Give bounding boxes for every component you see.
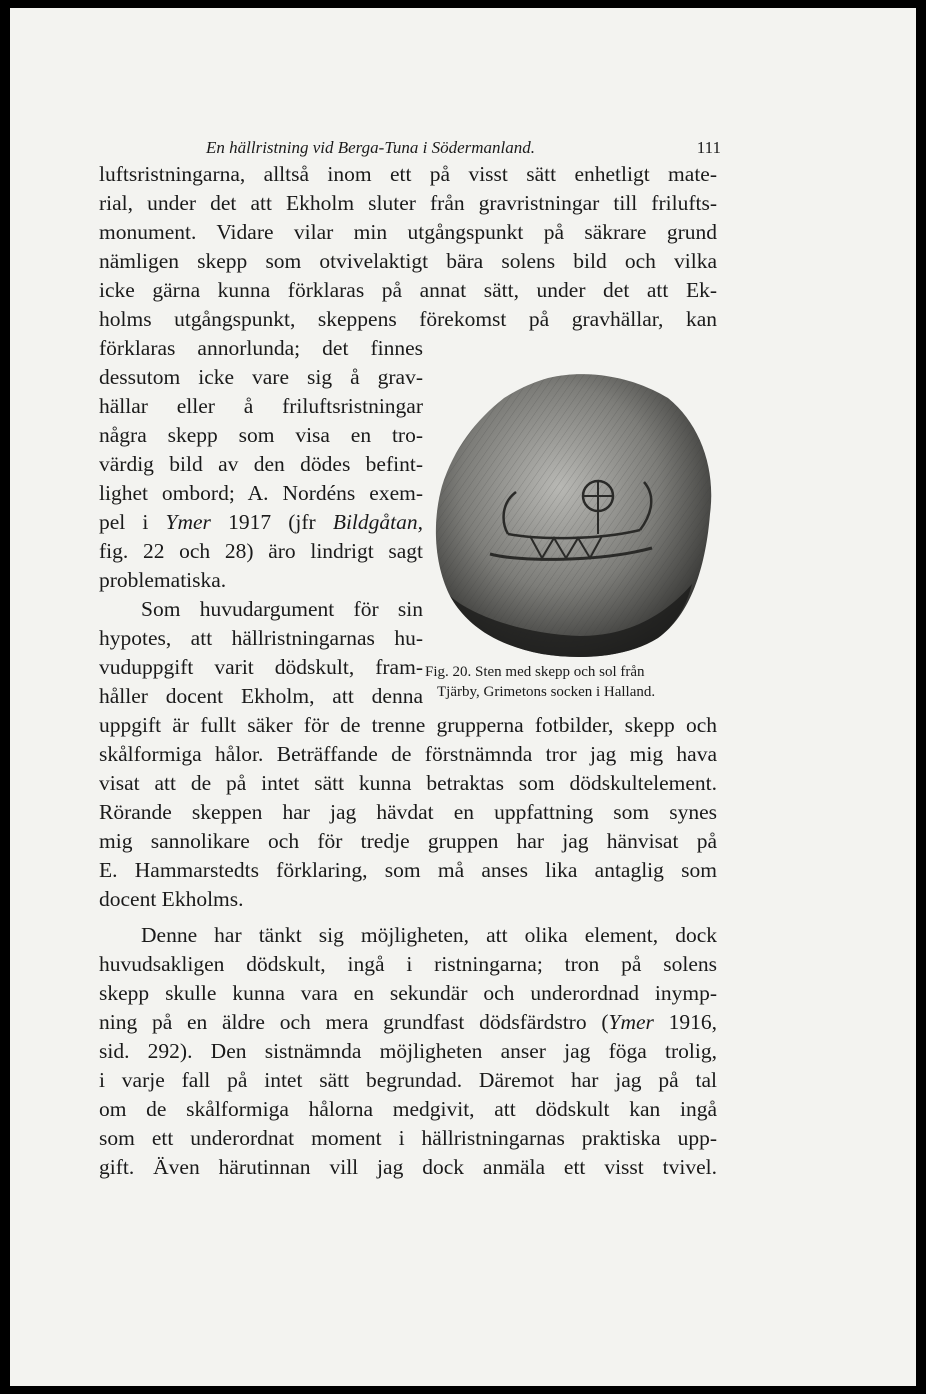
text-line: några skepp som visa en tro- [99,423,423,447]
text-line: gift. Även härutinnan vill jag dock anmäla ett visst tvivel. [99,1155,717,1179]
text-line: om de skålformiga hålorna medgivit, att dödskult kan ingå [99,1097,717,1121]
text-line: håller docent Ekholm, att denna [99,684,423,708]
text-line: nämligen skepp som otvivelaktigt bära solens bild och vilka [99,249,717,273]
text-line: docent Ekholms. [99,887,244,911]
text-line: i varje fall på intet sätt begrundad. Däremot har jag på tal [99,1068,717,1092]
text-line: som ett underordnat moment i hällristningarnas praktiska upp- [99,1126,717,1150]
caption-line-1: Fig. 20. Sten med skepp och sol från [425,664,645,680]
text-line: Som huvudargument för sin [141,597,423,621]
text-line: E. Hammarstedts förklaring, som må anses lika antaglig som [99,858,717,882]
running-head-title: En hällristning vid Berga-Tuna i Södermanland. [206,138,535,157]
text-line: skepp skulle kunna vara en sekundär och underordnad inymp- [99,981,717,1005]
stone-illustration [430,364,722,660]
text-line: vuduppgift varit dödskult, fram- [99,655,423,679]
text-line: icke gärna kunna förklaras på annat sätt, under det att Ek- [99,278,717,302]
figure-stone-image [430,364,722,660]
text-line: värdig bild av den dödes befint- [99,452,423,476]
running-head [206,138,721,158]
text-line: rial, under det att Ekholm sluter från gravristningar till frilufts- [99,191,717,215]
figure-caption [425,662,721,702]
page-number: 111 [696,138,721,157]
text-line: hällar eller å friluftsristningar [99,394,423,418]
book-page [10,8,916,1386]
text-line: problematiska. [99,568,227,592]
caption-line-2: Tjärby, Grimetons socken i Halland. [437,684,656,700]
text-line: ning på en äldre och mera grundfast dödsfärdstro (Ymer 1916, [99,1010,717,1034]
text-line: huvudsakligen dödskult, ingå i ristningarna; tron på solens [99,952,717,976]
text-line: sid. 292). Den sistnämnda möjligheten anser jag föga trolig, [99,1039,717,1063]
text-line: luftsristningarna, alltså inom ett på visst sätt enhetligt mate- [99,162,717,186]
text-line: Denne har tänkt sig möjligheten, att olika element, dock [141,923,717,947]
text-line: uppgift är fullt säker för de trenne grupperna fotbilder, skepp och [99,713,717,737]
text-line: Rörande skeppen har jag hävdat en uppfattning som synes [99,800,717,824]
text-line: hypotes, att hällristningarnas hu- [99,626,423,650]
text-line: visat att de på intet sätt kunna betraktas som dödskultelement. [99,771,717,795]
text-line: mig sannolikare och för tredje gruppen har jag hänvisat på [99,829,717,853]
text-line: dessutom icke vare sig å grav- [99,365,423,389]
text-line: holms utgångspunkt, skeppens förekomst på gravhällar, kan [99,307,717,331]
text-line: pel i Ymer 1917 (jfr Bildgåtan, [99,510,423,534]
text-line: skålformiga hålor. Beträffande de förstnämnda tror jag mig hava [99,742,717,766]
text-line: fig. 22 och 28) äro lindrigt sagt [99,539,423,563]
text-line: monument. Vidare vilar min utgångspunkt på säkrare grund [99,220,717,244]
text-line: lighet ombord; A. Nordéns exem- [99,481,423,505]
text-line: förklaras annorlunda; det finnes [99,336,423,360]
